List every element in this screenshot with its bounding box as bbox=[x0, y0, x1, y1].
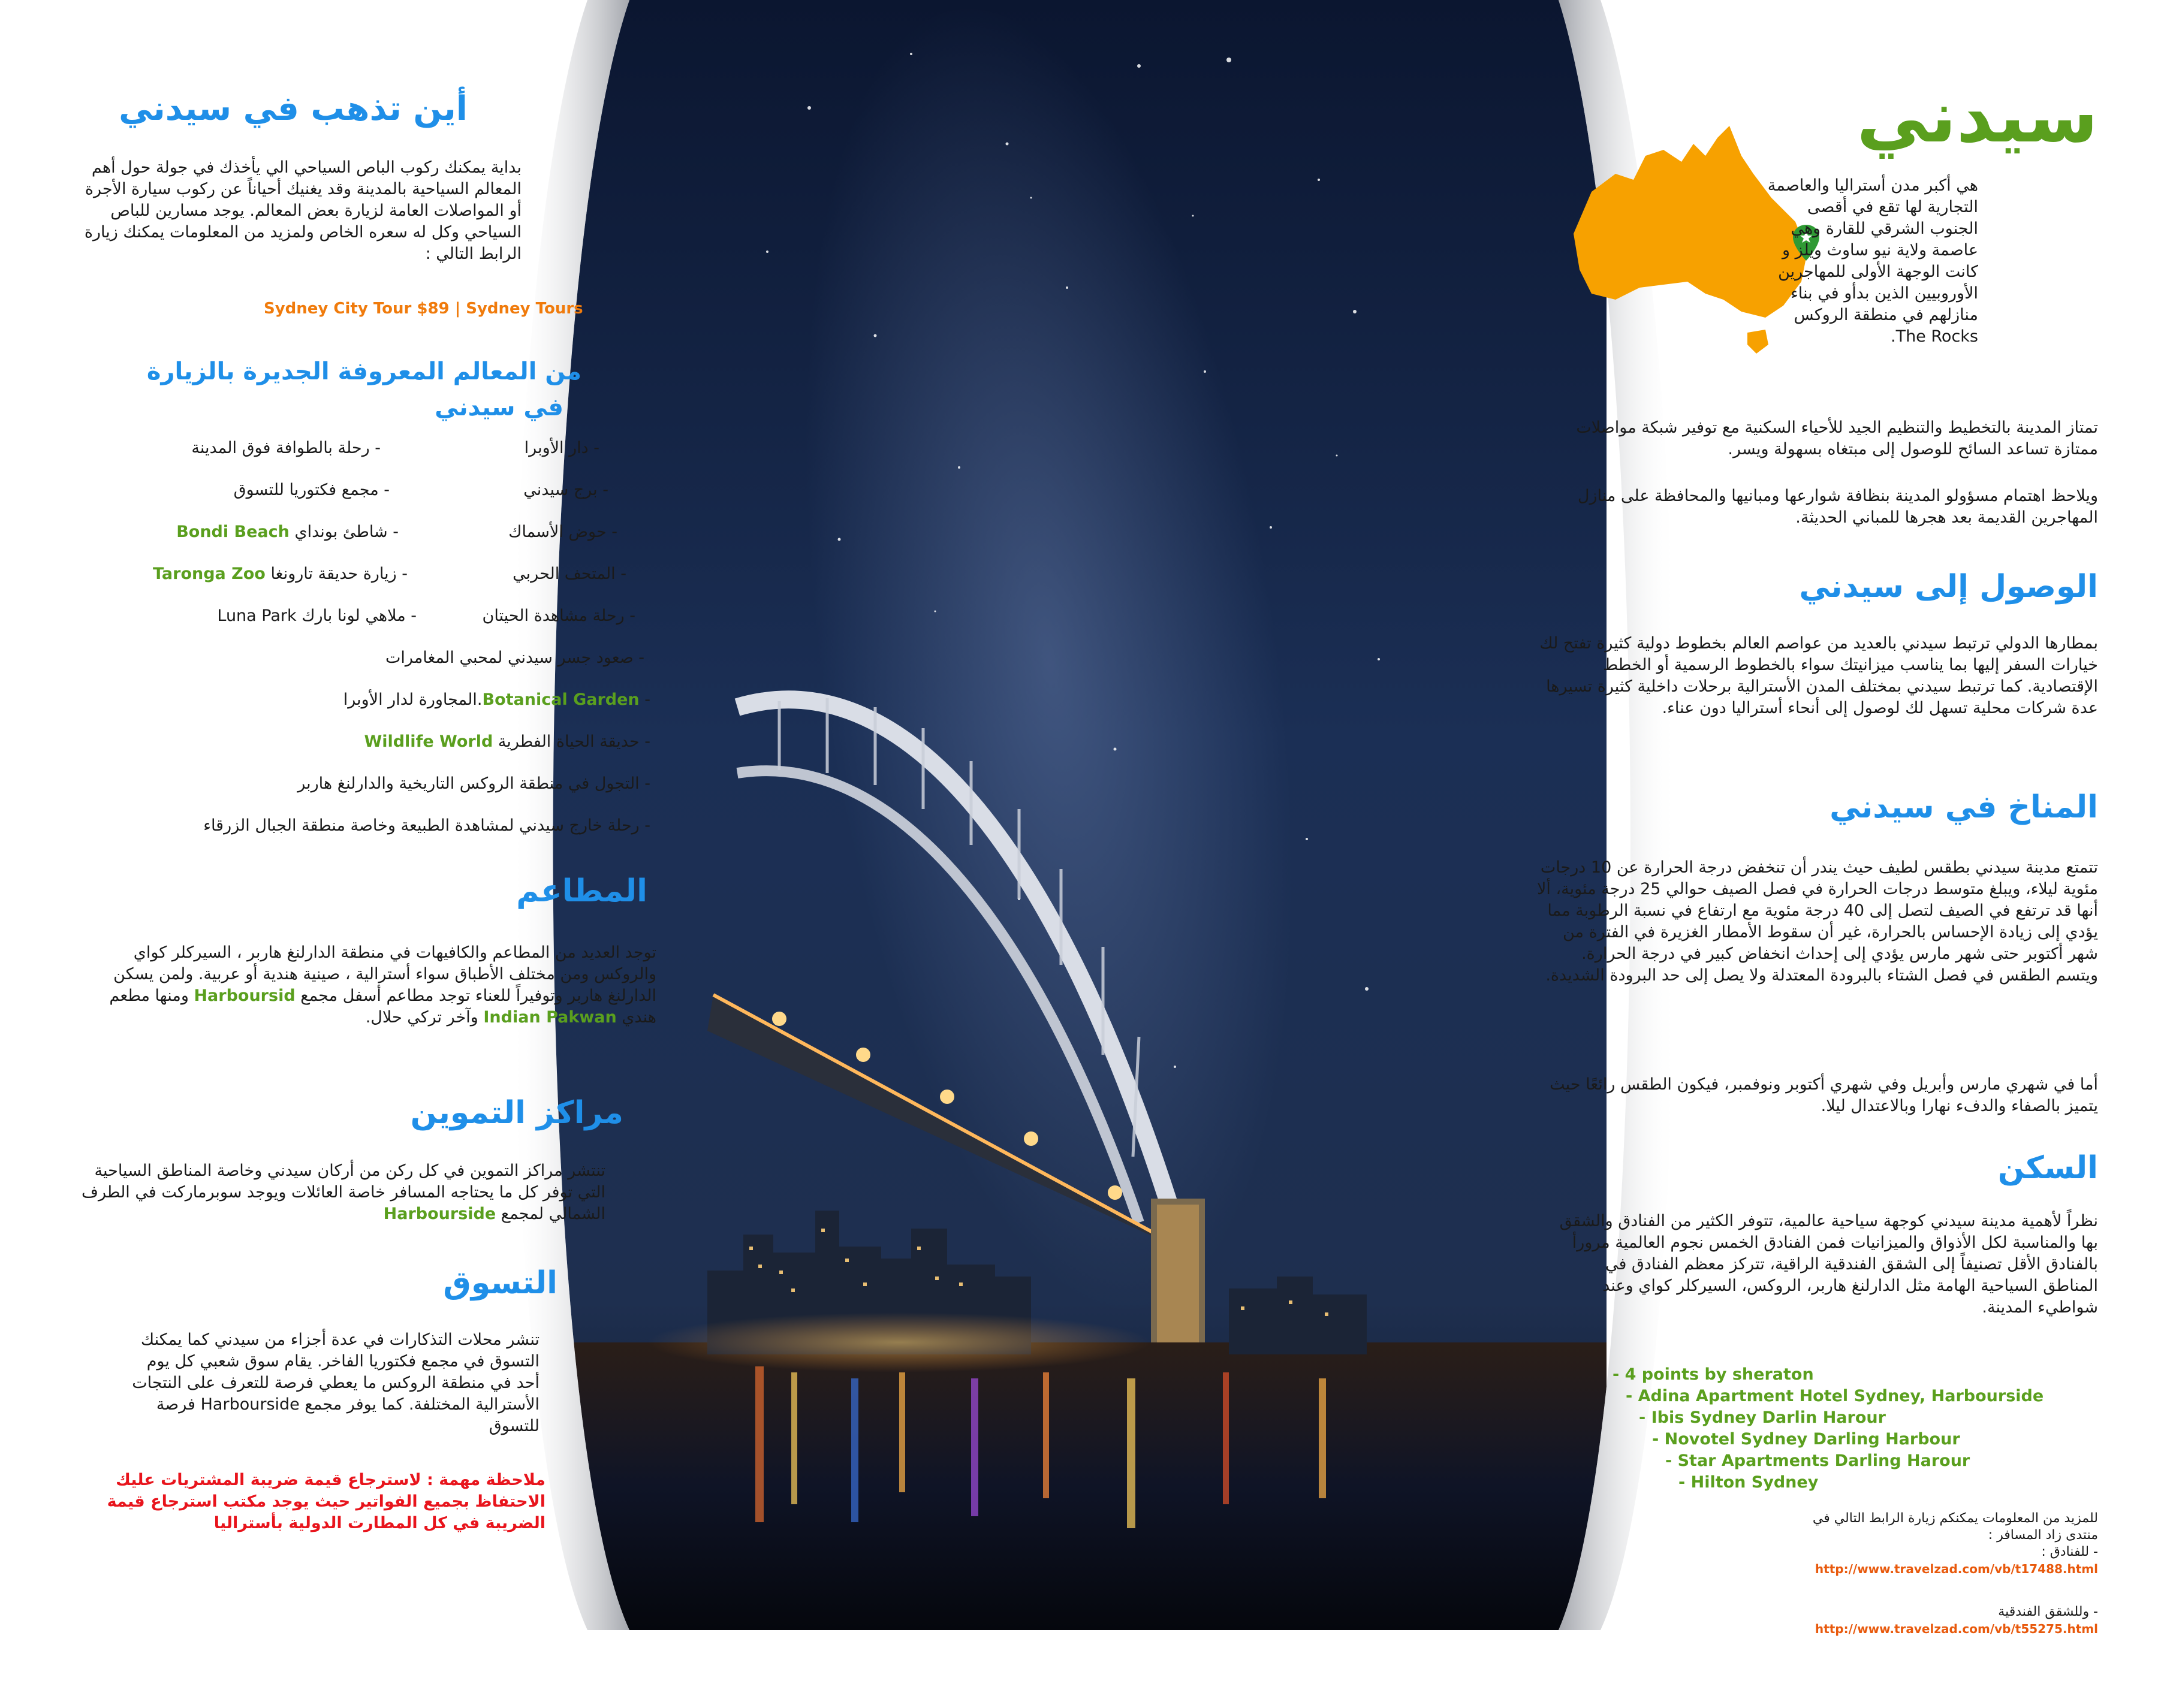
climate-heading: المناخ في سيدني bbox=[1830, 789, 2098, 825]
more-info-line-1: للمزيد من المعلومات يمكنكم زيارة الرابط التالي في bbox=[1812, 1511, 2098, 1526]
important-note: ملاحظة مهمة : لاسترجاع قيمة ضريبة المشتريات عليك الاحتفاظ بجميع الفواتير حيث يوجد مكتب استرجاع قيمة الضريبة في كل المطارت الدولية بأستراليا bbox=[107, 1471, 545, 1532]
housing-heading: السكن bbox=[1997, 1150, 2098, 1186]
landmark-tower: - برج سيدني bbox=[523, 481, 608, 499]
restaurants-text-b: ومنها مطعم هندي bbox=[109, 986, 656, 1027]
indian-pakwan-label: Indian Pakwan bbox=[483, 1008, 617, 1027]
landmark-rocks-walk: - التجول في منطقة الروكس التاريخية والدارلنغ هاربر bbox=[297, 774, 650, 793]
hotel-item[interactable]: - Adina Apartment Hotel Sydney, Harbourside bbox=[1626, 1387, 2044, 1405]
landmarks-heading-line-1: من المعالم المعروفة الجديرة بالزيارة bbox=[146, 358, 581, 385]
taronga-ar: - زيارة حديقة تارونغا bbox=[270, 565, 408, 583]
shopping-heading: التسوق bbox=[443, 1265, 557, 1301]
landmarks-heading bbox=[144, 354, 581, 426]
supply-heading: مراكز التموين bbox=[410, 1095, 623, 1131]
landmark-whales: - رحلة مشاهدة الحيتان bbox=[482, 606, 635, 625]
harbourside-label: Harbourside bbox=[383, 1205, 496, 1223]
city-cleanliness-text: ويلاحظ اهتمام مسؤولو المدينة بنظافة شوارعها ومبانيها والمحافظة على منازل المهاجرين القديمة بعد هجرها للمباني الحديثة. bbox=[1577, 487, 2098, 527]
more-info-line-2: منتدى زاد المسافر : bbox=[1988, 1528, 2098, 1543]
landmark-bondi bbox=[176, 521, 399, 543]
hotel-item[interactable]: - Novotel Sydney Darling Harbour bbox=[1652, 1430, 1960, 1449]
restaurants-text-c: وآخر تركي حلال. bbox=[365, 1008, 478, 1027]
more-info-block bbox=[1714, 1510, 2098, 1637]
taronga-en: Taronga Zoo bbox=[152, 565, 266, 583]
botanical-ar: .المجاورة لدار الأوبرا bbox=[343, 690, 483, 709]
sydney-intro: هي أكبر مدن أستراليا والعاصمة التجارية لها تقع في أقصى الجنوب الشرقي للقارة وهي عاصمة ولاية نيو ساوث ويلز و كانت الوجهة الأولى للمهاجرين الأوروبيين الذين بدأو في بناء منازلهم في منطقة الروكس The Rocks. bbox=[1767, 176, 1978, 346]
restaurants-text-a: توجد العديد من المطاعم والكافيهات في منطقة الدارلنغ هاربر ، السيركلر كواي والروكس ومن مختلف الأطباق سواء أسترالية ، صينية هندية أو عربية. ولمن يسكن الدارلنغ هاربر وتوفيراً للعناء توجد مطاعم أسفل مجمع bbox=[113, 943, 656, 1005]
sydney-title: سيدني bbox=[1856, 76, 2098, 159]
where-to-go-text: بداية يمكنك ركوب الباص السياحي الي يأخذك في جولة حول أهم المعالم السياحية بالمدينة وقد يغنيك أحياناً عن ركوب سيارة الأجرة أو المواصلات العامة لزيارة بعض المعالم. يوجد مسارين للباص السياحي وكل له سعره الخاص ولمزيد من المعلومات يمكنك زيارة الرابط التالي : bbox=[84, 158, 522, 263]
arrival-text: بمطارها الدولي ترتبط سيدني بالعديد من عواصم العالم بخطوط دولية كثيرة تفتح لك خيارات السفر إليها بما يناسب ميزانيتك سواء بالخطوط الرسمية أو الخطط الإقتصادية. كما ترتبط سيدني بمختلف المدن الأسترالية برحلات داخلية كثيرة تسيرها عدة شركات محلية تسهل لك لوصول إلى أنحاء أستراليا دون عناء. bbox=[1539, 634, 2098, 717]
where-to-go-heading: أين تذهب في سيدني bbox=[119, 89, 468, 128]
harboursid-label: Harboursid bbox=[194, 986, 296, 1005]
landmark-opera: - دار الأوبرا bbox=[524, 439, 599, 457]
landmark-aquarium: - حوض الأسماك bbox=[508, 523, 617, 541]
landmark-luna-park: - ملاهي لونا بارك Luna Park bbox=[217, 606, 417, 625]
sydney-tour-link[interactable]: Sydney City Tour $89 | Sydney Tours bbox=[264, 300, 583, 318]
supply-text bbox=[72, 1160, 605, 1225]
city-planning-text: تمتاز المدينة بالتخطيط والتنظيم الجيد للأحياء السكنية مع توفير شبكة مواصلات ممتازة تساعد السائح للوصول إلى مبتغاه بسهولة ويسر. bbox=[1576, 418, 2098, 458]
climate-text-1: تتمتع مدينة سيدني بطقس لطيف حيث يندر أن تنخفض درجة الحرارة عن 10 درجات مئوية ليلاء، ويبلغ متوسط درجات الحرارة في فصل الصيف حوالي 25 درجة مئوية، ألا أنها قد ترتفع في الصيف لتصل إلى 40 درجة مئوية مع ارتفاع في نسبة الرطوبة مما يؤدي إلى زيادة الإحساس بالحرارة، غير أن سقوط الأمطار الغزيرة في الفترة من شهر أكتوبر حتى شهر مارس يؤدي إلى إحداث انخفاض كبير في درجة الحرارة. ويتسم الطقس في فصل الشتاء بالبرودة المعتدلة ولا يصل إلى حد البرودة الشديدة. bbox=[1536, 858, 2098, 985]
bondi-ar: - شاطئ بونداي bbox=[294, 523, 399, 541]
landmark-wildlife bbox=[364, 731, 650, 753]
landmark-blue-mountains: - رحلة خارج سيدني لمشاهدة الطبيعة وخاصة منطقة الجبال الزرقاء bbox=[203, 816, 650, 835]
botanical-dash: - bbox=[644, 690, 650, 709]
hotel-item[interactable]: - Hilton Sydney bbox=[1678, 1473, 1819, 1492]
landmark-war-museum: - المتحف الحربي bbox=[513, 565, 626, 583]
apartments-link-label: - وللشقق الفندقية bbox=[1998, 1604, 2098, 1619]
climate-text-2: أما في شهري مارس وأبريل وفي شهري أكتوبر ونوفمبر، فيكون الطقس رائعًا حيث يتميز بالصفاء والدفء نهارا وبالاعتدال ليلا. bbox=[1550, 1075, 2098, 1115]
landmark-bridge-climb: - صعود جسر سيدني لمحبي المغامرات bbox=[385, 648, 644, 667]
apartments-link[interactable]: http://www.travelzad.com/vb/t55275.html bbox=[1815, 1622, 2098, 1636]
bondi-en: Bondi Beach bbox=[176, 523, 290, 541]
supply-text-a: تنتشر مراكز التموين في كل ركن من أركان سيدني وخاصة المناطق السياحية التي توفر كل ما يحتاجه المسافر خاصة العائلات ويوجد سوبرماركت في الطرف الشمالي لمجمع bbox=[82, 1161, 605, 1223]
landmark-balloon: - رحلة بالطوافة فوق المدينة bbox=[191, 439, 381, 457]
hotel-item[interactable]: - 4 points by sheraton bbox=[1613, 1365, 1814, 1384]
shopping-text: تنشر محلات التذكارات في عدة أجزاء من سيدني كما يمكنك التسوق في مجمع فكتوريا الفاخر. يقام سوق شعبي كل يوم أحد في منطقة الروكس ما يعطي فرصة للتعرف على النتجات الأسترالية المختلفة. كما يوفر مجمع Harbourside فرصة للتسوق bbox=[132, 1330, 540, 1435]
wildlife-en: Wildlife World bbox=[364, 732, 493, 751]
restaurants-text bbox=[72, 942, 656, 1028]
hotel-item[interactable]: - Ibis Sydney Darlin Harour bbox=[1639, 1408, 1886, 1427]
hotels-link-label: - للفنادق : bbox=[2041, 1544, 2098, 1559]
botanical-en: Botanical Garden bbox=[482, 690, 640, 709]
landmarks-heading-line-2: في سيدني bbox=[435, 394, 563, 421]
landmark-taronga bbox=[153, 563, 408, 585]
hotels-link[interactable]: http://www.travelzad.com/vb/t17488.html bbox=[1815, 1562, 2098, 1576]
hotel-item[interactable]: - Star Apartments Darling Harour bbox=[1665, 1452, 1970, 1470]
landmark-botanical bbox=[343, 689, 650, 711]
restaurants-heading: المطاعم bbox=[516, 873, 647, 909]
landmark-victoria: - مجمع فكتوريا للتسوق bbox=[233, 481, 390, 499]
wildlife-ar: - حديقة الحياة الفطرية bbox=[498, 732, 650, 751]
housing-text: نظراً لأهمية مدينة سيدني كوجهة سياحية عالمية، تتوفر الكثير من الفنادق والشقق بها والمناسبة لكل الأذواق والميزانيات فمن الفنادق الخمس نجوم العالمية مرورأ بالفنادق الأقل تصنيفاً إلى الشقق الفندقية الراقية، تتركز معظم الفنادق في المناطق السياحية الهامة مثل الدارلنغ هاربر، الروكس، السيركلر كواي وعند شواطيء المدينة. bbox=[1559, 1212, 2098, 1317]
arrival-heading: الوصول إلى سيدني bbox=[1799, 569, 2098, 605]
